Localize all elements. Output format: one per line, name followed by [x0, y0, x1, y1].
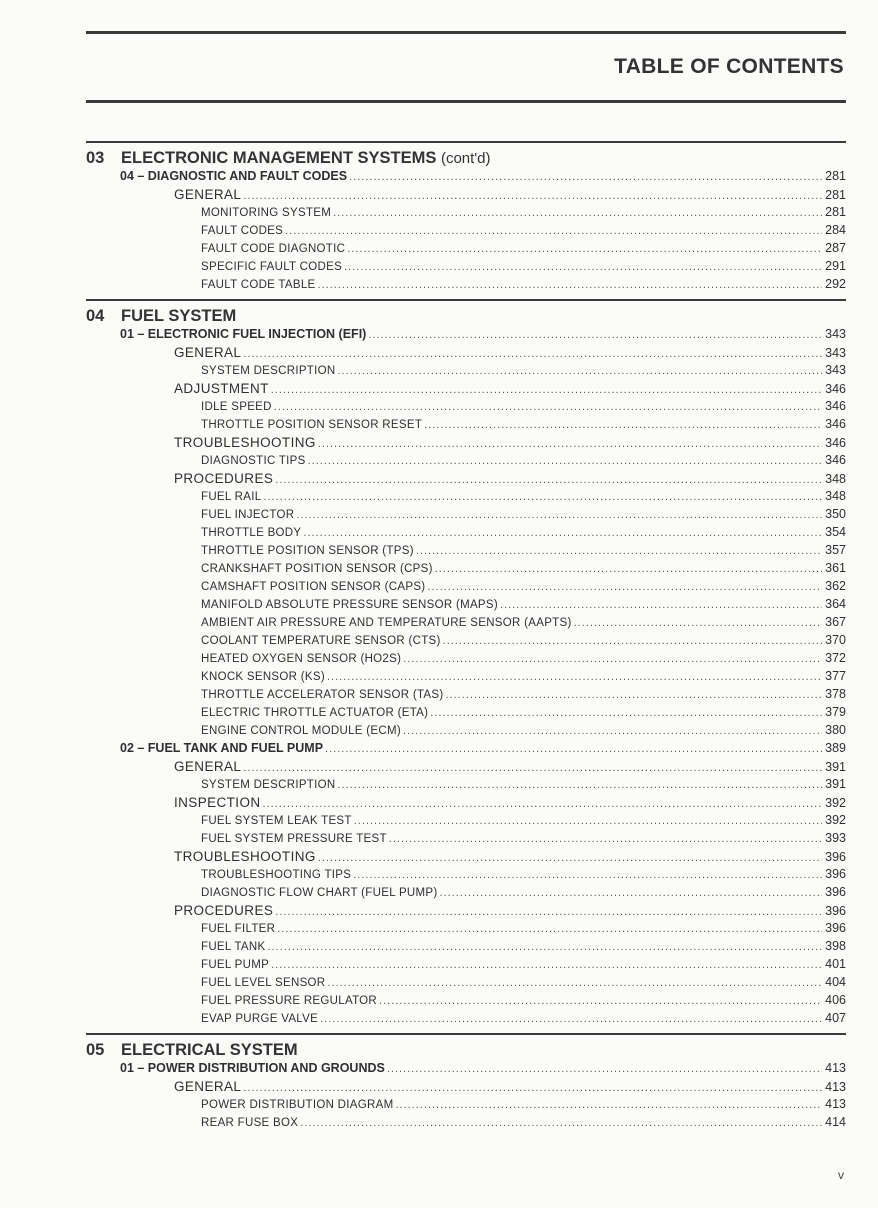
- toc-entry-page: 396: [825, 904, 846, 918]
- toc-entry-label: THROTTLE POSITION SENSOR (TPS): [201, 545, 414, 557]
- toc-entry-page: 413: [825, 1061, 846, 1075]
- toc-entry[interactable]: [86, 921, 846, 939]
- toc-entry-label: 01 – ELECTRONIC FUEL INJECTION (EFI): [120, 327, 367, 341]
- toc-entry[interactable]: [86, 277, 846, 295]
- toc-entry-page: 407: [825, 1011, 846, 1025]
- toc-entry-label: PROCEDURES: [174, 471, 274, 486]
- dot-leader: [347, 243, 822, 255]
- dot-leader: [285, 225, 822, 237]
- toc-entry-page: 354: [825, 525, 846, 539]
- toc-entry-page: 377: [825, 669, 846, 683]
- dot-leader: [416, 545, 822, 557]
- dot-leader: [243, 1082, 822, 1094]
- toc-entry-label: POWER DISTRIBUTION DIAGRAM: [201, 1099, 394, 1111]
- toc-entry-page: 404: [825, 975, 846, 989]
- toc-entry-page: 396: [825, 867, 846, 881]
- toc-entry-label: HEATED OXYGEN SENSOR (HO2S): [201, 653, 402, 665]
- toc-entry-page: 346: [825, 399, 846, 413]
- toc-entry-label: THROTTLE BODY: [201, 527, 302, 539]
- section-heading: [86, 143, 846, 169]
- toc-entry[interactable]: [86, 705, 846, 723]
- toc-entry-label: 02 – FUEL TANK AND FUEL PUMP: [120, 741, 324, 755]
- toc-entry-page: 370: [825, 633, 846, 647]
- dot-leader: [243, 190, 822, 202]
- section-title: FUEL SYSTEM: [121, 307, 237, 325]
- toc-entry[interactable]: [86, 1061, 846, 1079]
- toc-entry[interactable]: [86, 993, 846, 1011]
- toc-entry-page: 346: [825, 382, 846, 396]
- toc-entry-label: MANIFOLD ABSOLUTE PRESSURE SENSOR (MAPS): [201, 599, 499, 611]
- toc-entry-page: 361: [825, 561, 846, 575]
- toc-entry-label: FUEL SYSTEM LEAK TEST: [201, 815, 352, 827]
- toc-section: [86, 299, 846, 1029]
- toc-entry-page: 396: [825, 921, 846, 935]
- dot-leader: [327, 671, 822, 683]
- toc-entry-page: 396: [825, 850, 846, 864]
- dot-leader: [427, 581, 822, 593]
- toc-entry-label: FAULT CODES: [201, 225, 284, 237]
- dot-leader: [387, 1063, 822, 1075]
- toc-entry[interactable]: [86, 849, 846, 867]
- toc-entry[interactable]: [86, 1115, 846, 1133]
- toc-entry-label: CAMSHAFT POSITION SENSOR (CAPS): [201, 581, 426, 593]
- dot-leader: [500, 599, 822, 611]
- toc-entry-label: REAR FUSE BOX: [201, 1117, 299, 1129]
- toc-entry-page: 292: [825, 277, 846, 291]
- toc-entry-page: 413: [825, 1080, 846, 1094]
- dot-leader: [277, 923, 822, 935]
- toc-entry-label: THROTTLE ACCELERATOR SENSOR (TAS): [201, 689, 444, 701]
- toc-entry[interactable]: [86, 435, 846, 453]
- section-heading: [86, 301, 846, 327]
- toc-entry-label: FUEL TANK: [201, 941, 266, 953]
- table-of-contents: [86, 141, 846, 1133]
- toc-entry[interactable]: [86, 867, 846, 885]
- section-title: ELECTRONIC MANAGEMENT SYSTEMS: [121, 149, 437, 167]
- toc-entry-page: 380: [825, 723, 846, 737]
- toc-entry-page: 364: [825, 597, 846, 611]
- header-bottom-rule: [86, 100, 846, 103]
- toc-entry[interactable]: [86, 597, 846, 615]
- toc-entry[interactable]: [86, 241, 846, 259]
- dot-leader: [440, 887, 823, 899]
- toc-entry-page: 348: [825, 489, 846, 503]
- toc-entry-label: GENERAL: [174, 345, 242, 360]
- toc-entry-label: FUEL INJECTOR: [201, 509, 295, 521]
- toc-entry[interactable]: [86, 507, 846, 525]
- toc-entry[interactable]: [86, 615, 846, 633]
- toc-entry[interactable]: [86, 813, 846, 831]
- toc-entry-page: 393: [825, 831, 846, 845]
- toc-entry[interactable]: [86, 903, 846, 921]
- toc-entry-label: IDLE SPEED: [201, 401, 272, 413]
- toc-entry-page: 343: [825, 346, 846, 360]
- dot-leader: [300, 1117, 822, 1129]
- toc-entry-label: FAULT CODE TABLE: [201, 279, 316, 291]
- toc-entry-label: DIAGNOSTIC TIPS: [201, 455, 306, 467]
- toc-entry[interactable]: [86, 489, 846, 507]
- toc-entry-label: FUEL SYSTEM PRESSURE TEST: [201, 833, 387, 845]
- toc-entry-page: 372: [825, 651, 846, 665]
- dot-leader: [325, 743, 822, 755]
- toc-entry-label: TROUBLESHOOTING: [174, 435, 316, 450]
- toc-entry-page: 346: [825, 436, 846, 450]
- toc-entry-page: 281: [825, 205, 846, 219]
- page-number: v: [838, 1168, 844, 1182]
- toc-entry-label: ELECTRIC THROTTLE ACTUATOR (ETA): [201, 707, 429, 719]
- toc-entry-label: FAULT CODE DIAGNOTIC: [201, 243, 346, 255]
- dot-leader: [403, 653, 822, 665]
- toc-entry[interactable]: [86, 831, 846, 849]
- toc-entry-page: 391: [825, 760, 846, 774]
- toc-entry[interactable]: [86, 651, 846, 669]
- toc-entry-label: GENERAL: [174, 1079, 242, 1094]
- toc-entry[interactable]: [86, 399, 846, 417]
- section-continued: (cont'd): [440, 150, 491, 167]
- dot-leader: [243, 762, 822, 774]
- toc-entry-label: CRANKSHAFT POSITION SENSOR (CPS): [201, 563, 433, 575]
- dot-leader: [574, 617, 823, 629]
- toc-entry-label: ADJUSTMENT: [174, 381, 269, 396]
- toc-entry-label: ENGINE CONTROL MODULE (ECM): [201, 725, 401, 737]
- toc-entry-page: 389: [825, 741, 846, 755]
- toc-entry[interactable]: [86, 223, 846, 241]
- section-number: 04: [86, 307, 105, 325]
- toc-entry-page: 413: [825, 1097, 846, 1111]
- toc-entry[interactable]: [86, 939, 846, 957]
- toc-section: [86, 1033, 846, 1133]
- toc-entry-label: FUEL PUMP: [201, 959, 270, 971]
- toc-entry-page: 343: [825, 327, 846, 341]
- toc-entry[interactable]: [86, 381, 846, 399]
- dot-leader: [403, 725, 822, 737]
- toc-entry[interactable]: [86, 687, 846, 705]
- toc-entry[interactable]: [86, 327, 846, 345]
- toc-entry[interactable]: [86, 363, 846, 381]
- toc-entry-label: GENERAL: [174, 187, 242, 202]
- toc-entry-label: FUEL PRESSURE REGULATOR: [201, 995, 378, 1007]
- page-title: TABLE OF CONTENTS: [614, 55, 844, 78]
- toc-entry-page: 291: [825, 259, 846, 273]
- toc-entry-label: THROTTLE POSITION SENSOR RESET: [201, 419, 423, 431]
- toc-entry-page: 284: [825, 223, 846, 237]
- dot-leader: [318, 279, 823, 291]
- toc-entry-page: 378: [825, 687, 846, 701]
- toc-entry-label: KNOCK SENSOR (KS): [201, 671, 325, 683]
- toc-entry[interactable]: [86, 1079, 846, 1097]
- dot-leader: [263, 798, 823, 810]
- toc-entry[interactable]: [86, 471, 846, 489]
- toc-entry[interactable]: [86, 1011, 846, 1029]
- dot-leader: [308, 455, 823, 467]
- dot-leader: [379, 995, 822, 1007]
- toc-entry[interactable]: [86, 633, 846, 651]
- dot-leader: [274, 401, 822, 413]
- toc-entry-label: FUEL LEVEL SENSOR: [201, 977, 326, 989]
- dot-leader: [275, 906, 822, 918]
- toc-entry-label: TROUBLESHOOTING TIPS: [201, 869, 352, 881]
- toc-entry-label: 04 – DIAGNOSTIC AND FAULT CODES: [120, 169, 348, 183]
- dot-leader: [354, 815, 822, 827]
- toc-entry-label: EVAP PURGE VALVE: [201, 1013, 319, 1025]
- dot-leader: [349, 171, 822, 183]
- toc-entry-page: 392: [825, 796, 846, 810]
- toc-entry-label: GENERAL: [174, 759, 242, 774]
- toc-entry-label: FUEL FILTER: [201, 923, 276, 935]
- toc-entry[interactable]: [86, 453, 846, 471]
- toc-entry-label: SPECIFIC FAULT CODES: [201, 261, 343, 273]
- toc-entry-label: INSPECTION: [174, 795, 261, 810]
- toc-entry[interactable]: [86, 669, 846, 687]
- dot-leader: [430, 707, 822, 719]
- dot-leader: [353, 869, 822, 881]
- section-title: ELECTRICAL SYSTEM: [121, 1041, 298, 1059]
- toc-entry[interactable]: [86, 741, 846, 759]
- toc-entry[interactable]: [86, 777, 846, 795]
- toc-entry-label: SYSTEM DESCRIPTION: [201, 779, 336, 791]
- toc-entry-label: DIAGNOSTIC FLOW CHART (FUEL PUMP): [201, 887, 438, 899]
- toc-entry[interactable]: [86, 345, 846, 363]
- toc-entry[interactable]: [86, 1097, 846, 1115]
- section-number: 03: [86, 149, 105, 167]
- dot-leader: [267, 941, 822, 953]
- toc-entry-page: 401: [825, 957, 846, 971]
- toc-entry[interactable]: [86, 885, 846, 903]
- toc-entry-page: 287: [825, 241, 846, 255]
- toc-entry-label: 01 – POWER DISTRIBUTION AND GROUNDS: [120, 1061, 385, 1075]
- toc-entry[interactable]: [86, 795, 846, 813]
- toc-entry-page: 343: [825, 363, 846, 377]
- dot-leader: [275, 474, 822, 486]
- toc-entry-page: 391: [825, 777, 846, 791]
- toc-entry-page: 346: [825, 417, 846, 431]
- toc-entry-page: 281: [825, 188, 846, 202]
- toc-entry-page: 398: [825, 939, 846, 953]
- toc-entry-page: 406: [825, 993, 846, 1007]
- toc-entry[interactable]: [86, 579, 846, 597]
- dot-leader: [271, 384, 822, 396]
- dot-leader: [318, 852, 822, 864]
- dot-leader: [424, 419, 822, 431]
- toc-entry[interactable]: [86, 187, 846, 205]
- dot-leader: [389, 833, 822, 845]
- dot-leader: [446, 689, 823, 701]
- toc-entry[interactable]: [86, 525, 846, 543]
- dot-leader: [337, 365, 822, 377]
- toc-entry-page: 392: [825, 813, 846, 827]
- toc-entry-label: TROUBLESHOOTING: [174, 849, 316, 864]
- dot-leader: [368, 329, 822, 341]
- toc-entry-label: SYSTEM DESCRIPTION: [201, 365, 336, 377]
- dot-leader: [320, 1013, 822, 1025]
- header-top-rule: [86, 31, 846, 34]
- toc-entry-page: 414: [825, 1115, 846, 1129]
- dot-leader: [333, 207, 822, 219]
- toc-entry-page: 362: [825, 579, 846, 593]
- dot-leader: [327, 977, 822, 989]
- section-heading: [86, 1035, 846, 1061]
- toc-entry[interactable]: [86, 417, 846, 435]
- toc-entry-label: PROCEDURES: [174, 903, 274, 918]
- toc-entry-page: 346: [825, 453, 846, 467]
- toc-entry-page: 396: [825, 885, 846, 899]
- toc-entry[interactable]: [86, 561, 846, 579]
- toc-entry-page: 367: [825, 615, 846, 629]
- toc-entry-page: 350: [825, 507, 846, 521]
- dot-leader: [318, 438, 822, 450]
- toc-entry[interactable]: [86, 759, 846, 777]
- dot-leader: [344, 261, 822, 273]
- dot-leader: [443, 635, 823, 647]
- toc-entry-page: 281: [825, 169, 846, 183]
- dot-leader: [337, 779, 822, 791]
- dot-leader: [296, 509, 822, 521]
- toc-section: [86, 141, 846, 295]
- dot-leader: [263, 491, 822, 503]
- toc-entry-label: AMBIENT AIR PRESSURE AND TEMPERATURE SENSOR (AAPTS): [201, 617, 572, 629]
- toc-entry-page: 348: [825, 472, 846, 486]
- toc-entry[interactable]: [86, 543, 846, 561]
- dot-leader: [395, 1099, 822, 1111]
- toc-entry-page: 357: [825, 543, 846, 557]
- toc-entry[interactable]: [86, 259, 846, 277]
- section-number: 05: [86, 1041, 105, 1059]
- toc-entry[interactable]: [86, 205, 846, 223]
- toc-entry-label: COOLANT TEMPERATURE SENSOR (CTS): [201, 635, 441, 647]
- dot-leader: [243, 348, 822, 360]
- toc-entry-label: FUEL RAIL: [201, 491, 262, 503]
- toc-entry[interactable]: [86, 957, 846, 975]
- toc-entry[interactable]: [86, 723, 846, 741]
- toc-entry-label: MONITORING SYSTEM: [201, 207, 332, 219]
- dot-leader: [271, 959, 822, 971]
- dot-leader: [435, 563, 822, 575]
- toc-entry[interactable]: [86, 169, 846, 187]
- toc-entry[interactable]: [86, 975, 846, 993]
- toc-entry-page: 379: [825, 705, 846, 719]
- dot-leader: [303, 527, 822, 539]
